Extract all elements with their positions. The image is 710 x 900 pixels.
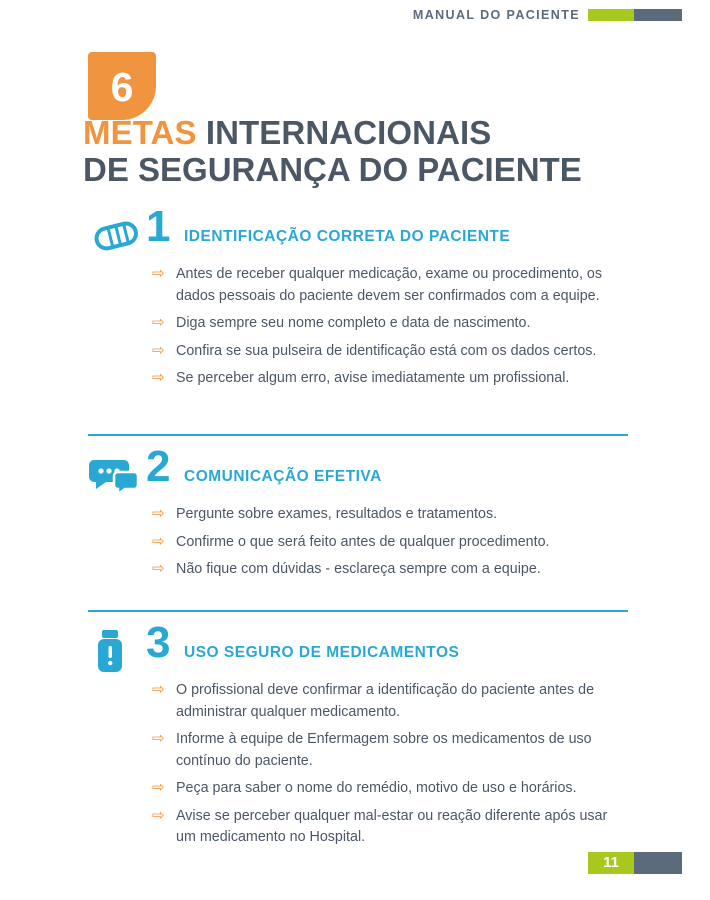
- medicine-bottle-icon: [88, 628, 144, 674]
- goal-3-title: USO SEGURO DE MEDICAMENTOS: [184, 644, 460, 661]
- list-item-text: Confira se sua pulseira de identificação está com os dados certos.: [176, 342, 597, 359]
- goal-section-2: [88, 442, 628, 587]
- list-item: [152, 341, 622, 363]
- section-divider-2: [88, 610, 628, 612]
- goal-1-title: IDENTIFICAÇÃO CORRETA DO PACIENTE: [184, 228, 511, 245]
- goal-3-header: [88, 618, 628, 674]
- goal-3-bullet-list: [152, 680, 622, 849]
- goal-count-number: 6: [110, 64, 134, 110]
- arrow-bullet-icon: ⇨: [152, 505, 165, 522]
- list-item-text: Confirme o que será feito antes de qualquer procedimento.: [176, 533, 550, 550]
- header-accent-bar-green: [588, 9, 634, 21]
- list-item: [152, 368, 622, 390]
- goal-2-header: [88, 442, 628, 498]
- list-item-text: O profissional deve confirmar a identificação do paciente antes de administrar qualquer medicamento.: [176, 682, 595, 720]
- goal-2-number: 2: [146, 442, 171, 491]
- goal-1-header: [88, 202, 628, 258]
- wristband-icon: [88, 212, 144, 258]
- list-item: [152, 532, 622, 554]
- list-item: [152, 729, 622, 772]
- page-number: 11: [588, 852, 634, 874]
- footer-accent-bar-gray: [634, 852, 682, 874]
- header-accent-bar-gray: [634, 9, 682, 21]
- goal-3-number: 3: [146, 618, 171, 667]
- list-item: [152, 680, 622, 723]
- list-item-text: Se perceber algum erro, avise imediatamente um profissional.: [176, 370, 570, 386]
- list-item: [152, 504, 622, 526]
- page-title-highlight: METAS: [83, 114, 197, 151]
- list-item: [152, 806, 622, 849]
- list-item-text: Antes de receber qualquer medicação, exame ou procedimento, os dados pessoais do paciente devem ser confirmados com a equipe.: [176, 266, 602, 304]
- arrow-bullet-icon: ⇨: [152, 265, 165, 282]
- list-item-text: Pergunte sobre exames, resultados e tratamentos.: [176, 506, 498, 522]
- arrow-bullet-icon: ⇨: [152, 369, 165, 386]
- goal-section-1: [88, 202, 628, 396]
- goal-section-3: [88, 618, 628, 855]
- arrow-bullet-icon: ⇨: [152, 681, 165, 698]
- list-item-text: Diga sempre seu nome completo e data de nascimento.: [176, 315, 531, 331]
- arrow-bullet-icon: ⇨: [152, 730, 165, 747]
- goal-1-number: 1: [146, 202, 171, 251]
- arrow-bullet-icon: ⇨: [152, 806, 165, 824]
- list-item: [152, 778, 622, 800]
- arrow-bullet-icon: ⇨: [152, 314, 165, 331]
- page-title-line-2: DE SEGURANÇA DO PACIENTE: [83, 151, 582, 188]
- arrow-bullet-icon: ⇨: [152, 532, 165, 550]
- header-title: MANUAL DO PACIENTE: [412, 8, 580, 22]
- list-item-text: Peça para saber o nome do remédio, motivo de uso e horários.: [176, 780, 577, 796]
- list-item-text: Não fique com dúvidas - esclareça sempre com a equipe.: [176, 561, 541, 577]
- section-divider-1: [88, 434, 628, 436]
- page-title-line-1: [83, 114, 491, 152]
- list-item: [152, 313, 622, 335]
- list-item-text: Informe à equipe de Enfermagem sobre os medicamentos de uso contínuo do paciente.: [176, 731, 592, 769]
- speech-bubbles-icon: [88, 452, 144, 498]
- arrow-bullet-icon: ⇨: [152, 779, 165, 796]
- page-header: [0, 0, 710, 34]
- list-item: [152, 559, 622, 581]
- goal-2-bullet-list: [152, 504, 622, 581]
- goal-2-title: COMUNICAÇÃO EFETIVA: [184, 468, 382, 485]
- page-title-rest: INTERNACIONAIS: [196, 114, 492, 151]
- goal-1-bullet-list: [152, 264, 622, 390]
- list-item-text: Avise se perceber qualquer mal-estar ou reação diferente após usar um medicamento no Hospital.: [176, 807, 608, 845]
- arrow-bullet-icon: ⇨: [152, 560, 165, 577]
- arrow-bullet-icon: ⇨: [152, 341, 165, 359]
- list-item: [152, 264, 622, 307]
